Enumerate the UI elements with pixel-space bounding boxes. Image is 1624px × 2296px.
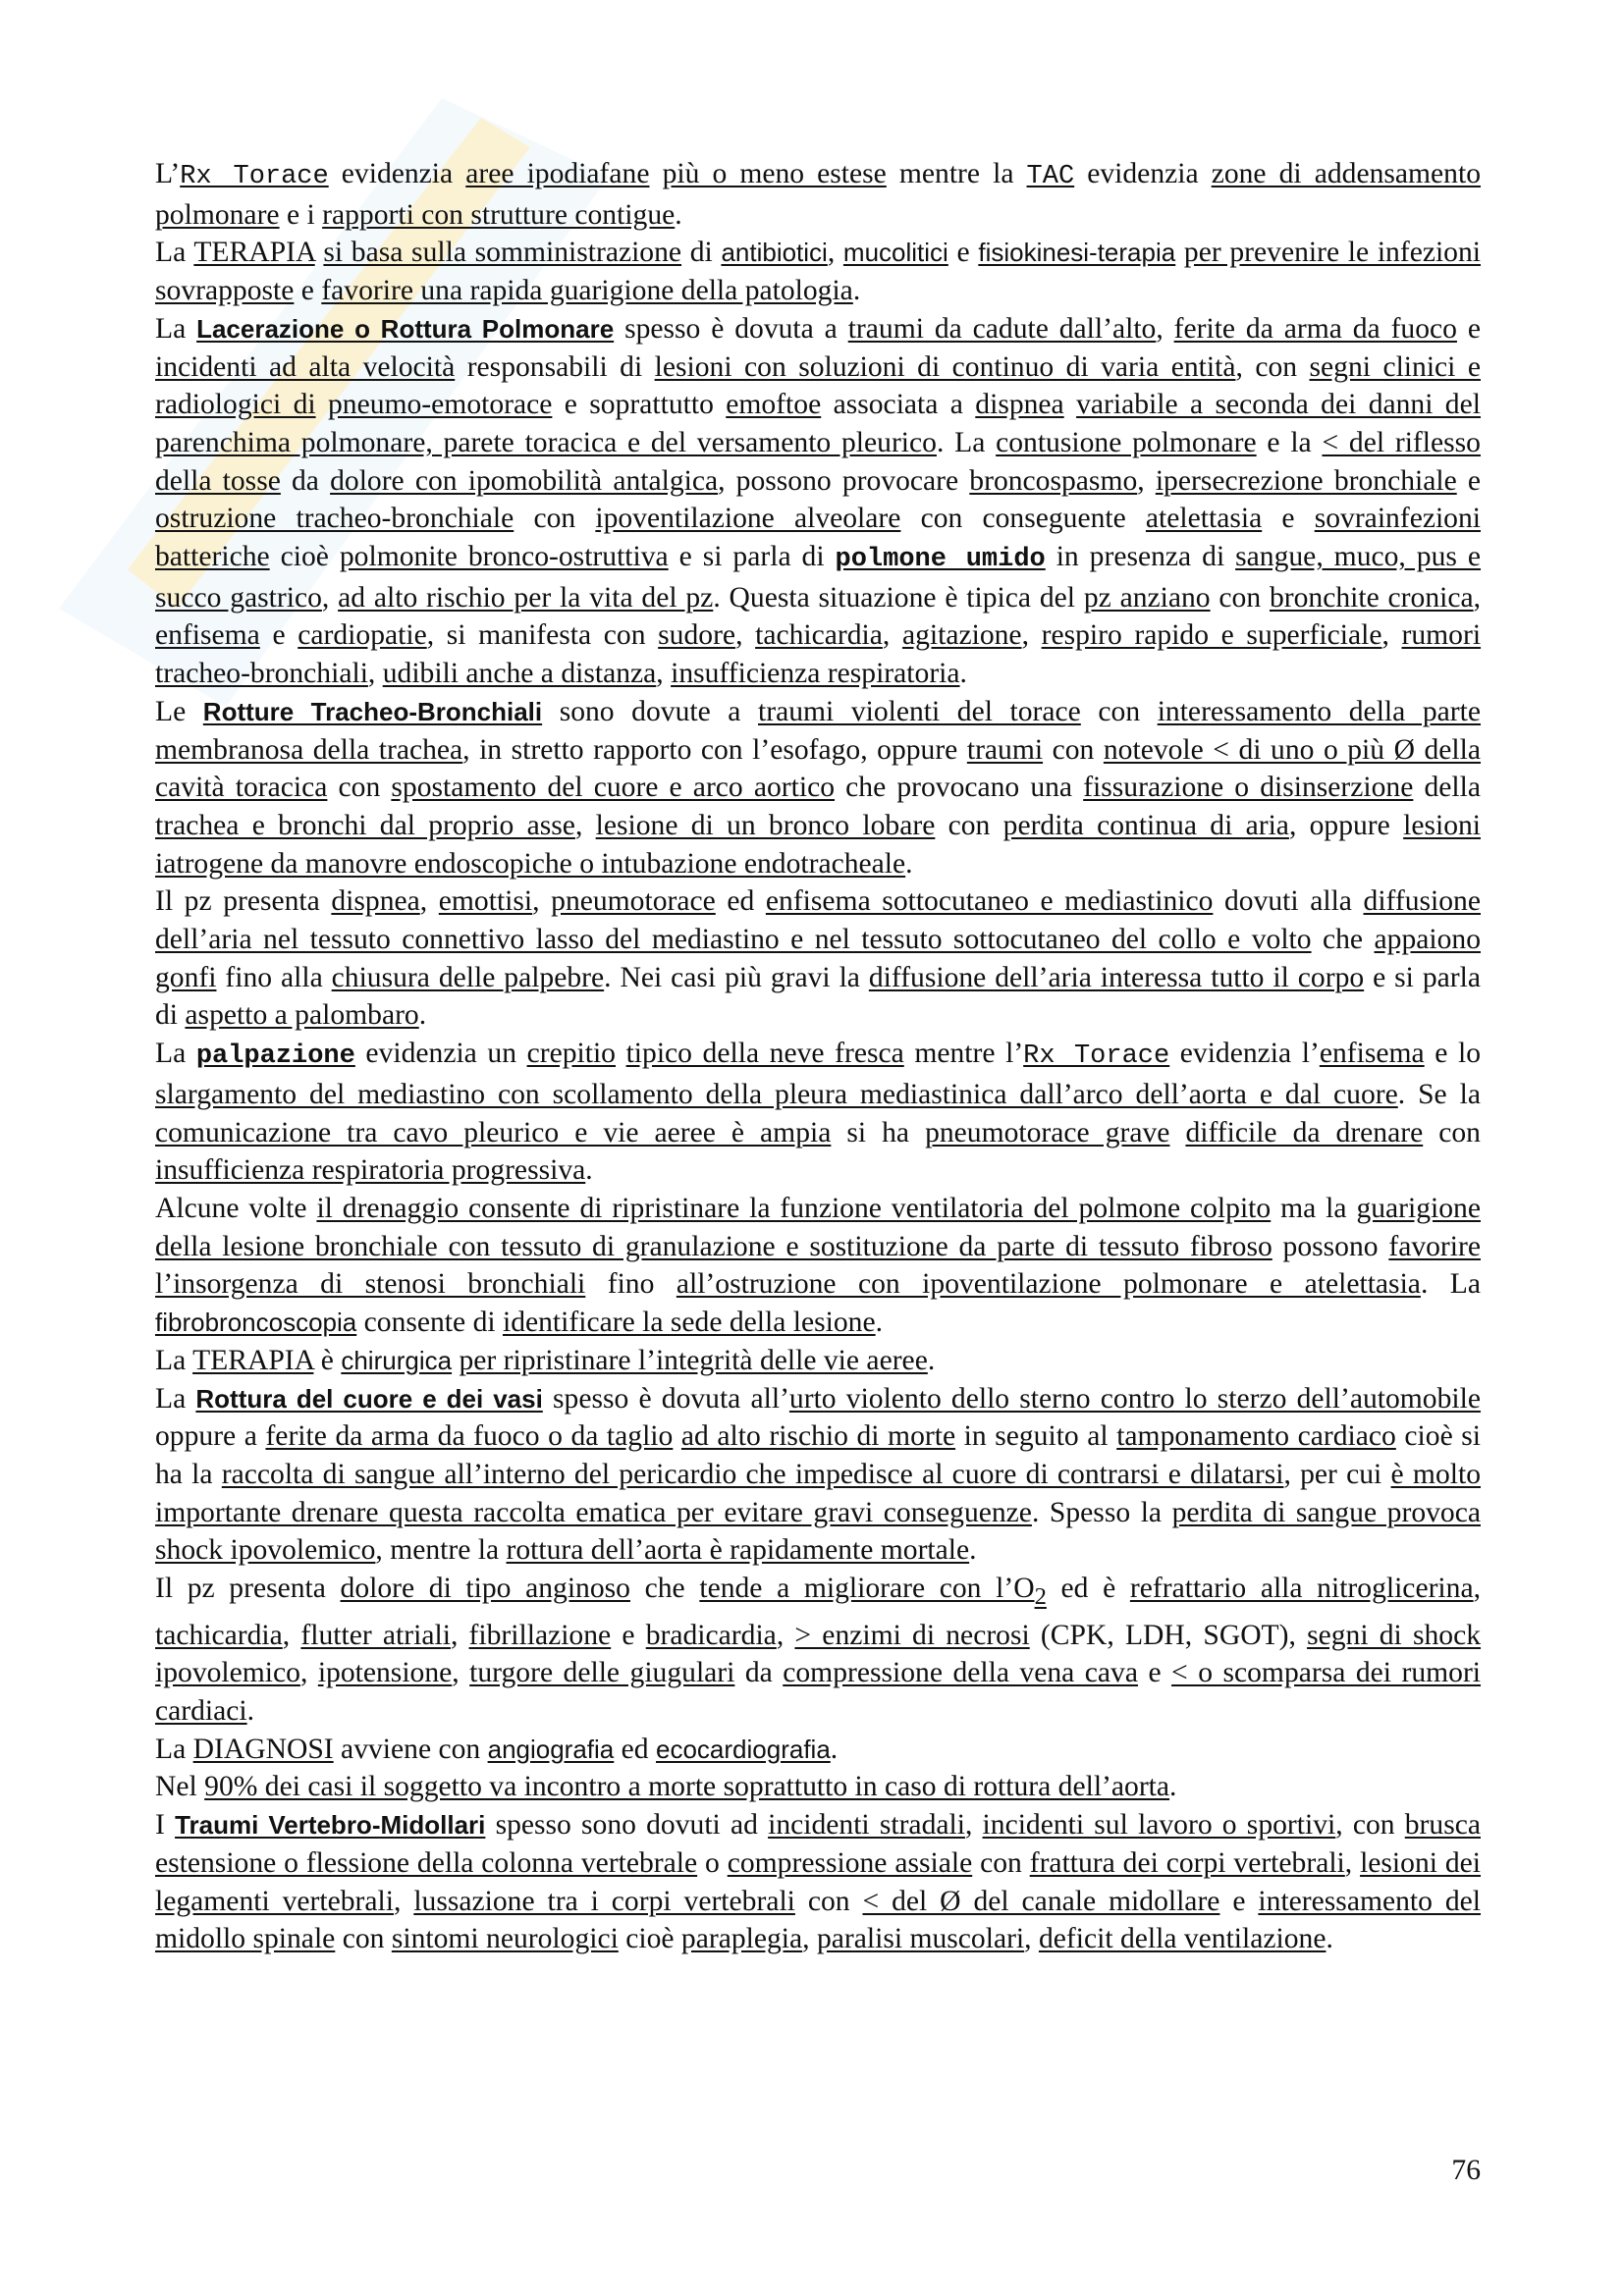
text-run: , con — [1235, 350, 1310, 383]
highlighted-term: atelettasia — [1145, 503, 1263, 535]
highlighted-term: respiro rapido e superficiale — [1041, 619, 1382, 652]
text-run: con — [1043, 733, 1104, 766]
highlighted-term: pneumo-emotorace — [327, 389, 553, 421]
text-run — [316, 389, 328, 420]
text-run: , — [656, 658, 672, 690]
text-run: cioè si ha la — [155, 1420, 1482, 1490]
highlighted-term: tachicardia — [755, 619, 883, 652]
text-run: evidenzia l’ — [1169, 1038, 1320, 1070]
text-run: con — [1210, 581, 1270, 614]
text-run: . — [1169, 1771, 1177, 1803]
highlighted-term: paralisi muscolari — [816, 1923, 1025, 1955]
text-run: , — [299, 1657, 318, 1689]
text-run: , — [802, 1923, 817, 1955]
text-run: . — [959, 658, 967, 690]
highlighted-term: Rx Torace — [180, 162, 329, 191]
highlighted-term: sovrainfezioni batteriche — [155, 503, 1482, 573]
text-run — [673, 1420, 681, 1452]
text-run: di — [681, 237, 722, 269]
text-run: oppure a — [155, 1420, 266, 1453]
highlighted-term: pz anziano — [1083, 581, 1211, 614]
text-run: . Nei casi più gravi la — [604, 961, 869, 993]
text-run: La — [155, 312, 197, 345]
highlighted-term: sintomi neurologici — [391, 1923, 619, 1955]
highlighted-term: all’ostruzione con ipoventilazione polmonare e atelettasia — [676, 1268, 1421, 1301]
heading-term: Rottura del cuore e dei vasi — [195, 1383, 543, 1414]
text-run: mentre la — [886, 158, 1027, 189]
highlighted-term: < del riflesso della tosse — [155, 426, 1481, 497]
text-run — [1175, 237, 1184, 268]
text-run: . — [969, 1534, 977, 1567]
text-run: . — [905, 847, 913, 880]
text-run: e — [1219, 1885, 1259, 1917]
text-run: . — [830, 1733, 839, 1765]
highlighted-term: > enzimi di necrosi — [794, 1619, 1030, 1651]
text-run: La — [155, 1038, 196, 1070]
text-run: . La — [1420, 1268, 1481, 1301]
text-run: . — [1326, 1923, 1333, 1955]
highlighted-term: ostruzione tracheo-bronchiale — [155, 503, 514, 535]
highlighted-term: 90% dei casi il soggetto va incontro a morte soprattutto in caso di rottura dell’aorta — [204, 1771, 1170, 1803]
highlighted-term: si basa sulla somministrazione — [323, 237, 682, 269]
highlighted-term: antibiotici — [721, 238, 828, 268]
highlighted-term: tachicardia — [155, 1619, 283, 1651]
text-run: ma la — [1271, 1192, 1357, 1224]
highlighted-term: ecocardiografia — [656, 1734, 831, 1764]
text-run: , — [882, 619, 902, 652]
highlighted-term: ipotensione — [317, 1657, 453, 1689]
highlighted-term: emoftoe — [726, 389, 822, 421]
highlighted-term: chiusura delle palpebre — [331, 961, 605, 993]
text-run: , — [321, 581, 339, 614]
text-run: possono — [1272, 1230, 1389, 1262]
text-run: con — [794, 1885, 863, 1917]
document-page — [155, 155, 1481, 1958]
text-run: evidenzia — [328, 158, 466, 189]
heading-term: Rotture Tracheo-Bronchiali — [202, 696, 543, 726]
text-run: , — [367, 658, 383, 690]
highlighted-term: cardiopatie — [298, 619, 427, 652]
highlighted-term: paraplegia — [680, 1923, 803, 1955]
highlighted-term: slargamento del mediastino con scollamento della pleura mediastinica dall’arco dell’aorta e dal cuore — [155, 1078, 1398, 1110]
text-run: . — [852, 275, 861, 307]
highlighted-term: insufficienza respiratoria — [671, 658, 960, 690]
highlighted-term: TERAPIA — [193, 237, 315, 269]
highlighted-term: pneumotorace grave — [925, 1116, 1170, 1148]
highlighted-term: dolore con ipomobilità antalgica — [330, 464, 719, 497]
text-run: ed — [614, 1733, 656, 1765]
highlighted-term: ferite da arma da fuoco o da taglio — [265, 1420, 674, 1453]
heading-term: Lacerazione o Rottura Polmonare — [196, 313, 615, 344]
highlighted-term: per ripristinare l’integrità delle vie aeree — [459, 1344, 928, 1376]
text-run: , — [827, 237, 843, 269]
highlighted-term: identificare la sede della lesione — [502, 1307, 876, 1339]
text-run: con — [972, 1846, 1030, 1879]
highlighted-term: appaiono gonfi — [155, 924, 1481, 993]
highlighted-term: urto violento dello sterno contro lo sterzo dell’automobile — [788, 1382, 1481, 1415]
highlighted-term: aree ipodiafane — [465, 158, 650, 189]
text-run: La — [155, 1733, 193, 1765]
paragraph — [155, 234, 1481, 309]
text-run: , — [964, 1809, 983, 1842]
paragraph — [155, 1768, 1481, 1806]
highlighted-term: rumori tracheo-bronchiali — [155, 619, 1482, 690]
page-number: 76 — [1451, 2155, 1481, 2186]
highlighted-term: ferite da arma da fuoco — [1173, 312, 1457, 345]
highlighted-term: lussazione tra i corpi vertebrali — [413, 1885, 795, 1917]
text-run: e lo — [1424, 1038, 1481, 1070]
text-run: evidenzia un — [354, 1038, 527, 1070]
highlighted-term: turgore delle giugulari — [469, 1657, 735, 1689]
text-run: . Spesso la — [1031, 1496, 1172, 1528]
highlighted-term: deficit della ventilazione — [1038, 1923, 1326, 1955]
text-run: che — [629, 1573, 700, 1605]
highlighted-term: difficile da drenare — [1185, 1116, 1424, 1148]
highlighted-term: lesione di un bronco lobare — [595, 809, 936, 841]
paragraph — [155, 155, 1481, 234]
highlighted-term: segni di shock ipovolemico — [155, 1619, 1482, 1689]
text-run: e si parla di — [668, 541, 836, 573]
text-run: dovuti alla — [1213, 885, 1364, 918]
text-run: e la — [1256, 426, 1323, 458]
text-run: . — [418, 999, 427, 1032]
text-run: . — [675, 198, 682, 231]
text-run: spesso sono dovuti ad — [485, 1809, 769, 1842]
text-run: (CPK, LDH, SGOT), — [1029, 1619, 1308, 1651]
text-run: con — [935, 809, 1003, 841]
highlighted-term: comunicazione tra cavo pleurico e vie aeree è ampia — [155, 1116, 832, 1148]
text-run: , mentre la — [375, 1534, 507, 1567]
text-run: , — [574, 809, 596, 841]
text-run: e soprattutto — [552, 389, 727, 421]
text-run: I — [155, 1809, 176, 1842]
text-run: La — [155, 237, 194, 269]
text-run: con — [1423, 1116, 1481, 1148]
highlighted-term: raccolta di sangue all’interno del pericardio che impedisce al cuore di contrarsi e dilatarsi — [221, 1458, 1284, 1490]
paragraph — [155, 1035, 1481, 1190]
highlighted-term: insufficienza respiratoria progressiva — [155, 1154, 586, 1187]
text-run: , oppure — [1288, 809, 1404, 841]
text-run: , possono provocare — [718, 464, 970, 497]
text-run: è — [313, 1344, 342, 1376]
highlighted-term: notevole < di uno o più Ø della cavità toracica — [155, 733, 1481, 804]
text-run: e — [1456, 464, 1482, 497]
text-run: responsabili di — [455, 350, 655, 383]
heading-term: palpazione — [195, 1041, 355, 1072]
highlighted-term: è molto importante drenare questa raccolta ematica per evitare gravi conseguenze — [155, 1458, 1481, 1528]
text-run: che — [1311, 924, 1375, 956]
text-run: in seguito al — [955, 1420, 1117, 1453]
highlighted-term: tipico della neve fresca — [625, 1038, 904, 1070]
text-run: e — [947, 237, 979, 269]
highlighted-term: zone di addensamento polmonare — [155, 158, 1481, 231]
text-run: , — [1156, 312, 1174, 345]
text-run: che provocano una — [835, 772, 1084, 804]
text-run: ed è — [1046, 1573, 1130, 1605]
text-run: da — [734, 1657, 784, 1689]
text-run: con — [335, 1923, 392, 1955]
text-run: evidenzia — [1074, 158, 1212, 189]
text-run: e — [1137, 1657, 1172, 1689]
text-run: . — [246, 1695, 255, 1728]
highlighted-term: incidenti ad alta velocità — [155, 350, 456, 383]
highlighted-term: enfisema sottocutaneo e mediastinico — [765, 885, 1214, 918]
highlighted-term: favorire una rapida guarigione della patologia — [321, 275, 853, 307]
text-run: fino alla — [216, 961, 332, 993]
text-run: . — [927, 1344, 936, 1376]
highlighted-term: traumi — [966, 733, 1044, 766]
text-run: . Questa situazione è tipica del — [713, 581, 1084, 614]
highlighted-term: incidenti stradali — [768, 1809, 965, 1842]
text-run: spesso è dovuta a — [614, 312, 848, 345]
highlighted-term: diffusione dell’aria interessa tutto il corpo — [868, 961, 1365, 993]
text-run: si ha — [831, 1116, 926, 1148]
highlighted-term: broncospasmo — [969, 464, 1138, 497]
highlighted-term: Rx Torace — [1023, 1041, 1170, 1072]
highlighted-term: per prevenire le infezioni sovrapposte — [155, 237, 1481, 307]
highlighted-term: dispnea — [975, 389, 1064, 421]
highlighted-term: bronchite cronica — [1269, 581, 1474, 614]
highlighted-term: enfisema — [1319, 1038, 1425, 1070]
highlighted-term: crepitio — [526, 1038, 616, 1070]
highlighted-term: compressione della vena cava — [783, 1657, 1138, 1689]
text-run: , — [1473, 1573, 1481, 1605]
text-run: , — [452, 1657, 470, 1689]
text-run: e — [259, 619, 298, 652]
text-run: con — [327, 772, 392, 804]
highlighted-term: mucolitici — [842, 238, 948, 268]
paragraph — [155, 1190, 1481, 1342]
highlighted-term: segni clinici e radiologici di — [155, 350, 1481, 421]
text-run: , — [1021, 619, 1042, 652]
highlighted-term: rapporti con strutture contigue — [322, 198, 676, 231]
text-run: , — [282, 1619, 301, 1651]
text-run — [616, 1038, 626, 1069]
text-run: , si manifesta con — [426, 619, 659, 652]
highlighted-term: angiografia — [487, 1734, 615, 1764]
paragraph — [155, 882, 1481, 1035]
paragraph — [155, 310, 1481, 693]
highlighted-term: compressione assiale — [727, 1846, 973, 1879]
text-run: spesso è dovuta all’ — [542, 1382, 789, 1415]
highlighted-term: perdita continua di aria — [1002, 809, 1289, 841]
text-run: , — [1137, 464, 1156, 497]
highlighted-term: fisiokinesi-terapia — [978, 238, 1176, 268]
text-run: mentre l’ — [903, 1038, 1024, 1070]
paragraph — [155, 693, 1481, 883]
highlighted-term: contusione polmonare — [996, 426, 1257, 458]
highlighted-term: traumi violenti del torace — [758, 695, 1081, 727]
paragraph — [155, 1380, 1481, 1571]
text-run: , — [1381, 619, 1402, 652]
highlighted-term: sudore — [658, 619, 736, 652]
highlighted-term: emottisi — [438, 885, 533, 918]
text-run: La — [155, 1382, 196, 1415]
text-run: , — [450, 1619, 469, 1651]
paragraph — [155, 1806, 1481, 1958]
highlighted-term: perdita di sangue provoca shock ipovolemico — [155, 1496, 1481, 1567]
text-run: , per cui — [1283, 1458, 1391, 1490]
highlighted-term: refrattario alla nitroglicerina — [1129, 1573, 1474, 1605]
text-run: cioè — [618, 1923, 681, 1955]
highlighted-term: < o scomparsa dei rumori cardiaci — [155, 1657, 1482, 1728]
highlighted-term: tende a migliorare con l’O — [699, 1573, 1035, 1605]
highlighted-term: ipersecrezione bronchiale — [1155, 464, 1457, 497]
highlighted-term: il drenaggio consente di ripristinare la funzione ventilatoria del polmone colpito — [316, 1192, 1272, 1224]
highlighted-term: aspetto a palombaro — [185, 999, 419, 1032]
text-run: associata a — [821, 389, 976, 421]
highlighted-term: frattura dei corpi vertebrali — [1029, 1846, 1345, 1879]
heading-term: polmone umido — [835, 545, 1046, 575]
text-run: Il pz presenta — [155, 1573, 341, 1605]
text-run: , — [1473, 581, 1482, 614]
highlighted-term: interessamento del midollo spinale — [155, 1885, 1482, 1955]
text-run: e i — [279, 198, 323, 231]
text-run: e — [611, 1619, 646, 1651]
text-run: o — [697, 1846, 728, 1879]
highlighted-term: fibrillazione — [468, 1619, 612, 1651]
highlighted-term: ipoventilazione alveolare — [595, 503, 901, 535]
highlighted-term: interessamento della parte membranosa della trachea — [155, 695, 1481, 766]
highlighted-term: rottura dell’aorta è rapidamente mortale — [506, 1534, 970, 1567]
highlighted-term: traumi da cadute dall’alto — [847, 312, 1157, 345]
text-run: La — [155, 1344, 193, 1376]
text-run: da — [280, 464, 331, 497]
text-run: con — [1080, 695, 1158, 727]
text-run: , — [1344, 1846, 1361, 1879]
highlighted-term: lesioni con soluzioni di continuo di varia entità — [654, 350, 1236, 383]
text-run: , — [419, 885, 439, 918]
text-run: con — [514, 503, 596, 535]
highlighted-term: incidenti sul lavoro o sportivi — [982, 1809, 1336, 1842]
text-run: sono dovute a — [542, 695, 758, 727]
highlighted-term: agitazione — [901, 619, 1022, 652]
text-run: , in stretto rapporto con l’esofago, oppure — [462, 733, 967, 766]
text-run: . Se la — [1397, 1078, 1481, 1110]
highlighted-term: enfisema — [155, 619, 260, 652]
highlighted-term: ad alto rischio di morte — [680, 1420, 956, 1453]
text-run: ed — [715, 885, 766, 918]
text-run: avviene con — [333, 1733, 488, 1765]
highlighted-term: spostamento del cuore e arco aortico — [391, 772, 836, 804]
text-run: e si parla di — [155, 961, 1481, 1032]
highlighted-term: fissurazione o disinserzione — [1083, 772, 1414, 804]
text-run: , — [393, 1885, 414, 1917]
text-run: e — [1456, 312, 1481, 345]
highlighted-term: lesioni iatrogene da manovre endoscopiche o intubazione endotracheale — [155, 809, 1482, 880]
highlighted-term: tamponamento cardiaco — [1116, 1420, 1396, 1453]
heading-term: Traumi Vertebro-Midollari — [175, 1810, 486, 1841]
text-run: e — [294, 275, 322, 307]
highlighted-term: DIAGNOSI — [192, 1733, 334, 1765]
text-run: Il pz presenta — [155, 885, 332, 918]
text-run: , — [532, 885, 552, 918]
text-run: L’ — [155, 158, 181, 189]
text-run: e — [1262, 503, 1315, 535]
paragraph — [155, 1342, 1481, 1380]
text-run: cioè — [269, 541, 340, 573]
highlighted-term: fibrobroncoscopia — [155, 1308, 357, 1338]
highlighted-term: variabile a seconda dei danni del parenchima polmonare, parete toracica e del versamento pleurico — [155, 389, 1481, 458]
text-run: , con — [1335, 1809, 1405, 1842]
text-run — [1064, 389, 1076, 420]
highlighted-term: diffusione dell’aria nel tessuto connettivo lasso del mediastino e nel tessuto sottocutaneo del collo e volto — [155, 885, 1481, 956]
text-run — [649, 158, 662, 189]
highlighted-term: guarigione della lesione bronchiale con tessuto di granulazione e sostituzione da parte di tessuto fibroso — [155, 1192, 1481, 1262]
highlighted-term: chirurgica — [341, 1345, 453, 1375]
text-run: , — [735, 619, 756, 652]
highlighted-term: favorire l’insorgenza di stenosi bronchiali — [155, 1230, 1481, 1301]
text-run: . — [585, 1154, 593, 1187]
highlighted-term: dolore di tipo anginoso — [340, 1573, 630, 1605]
heading-term: 2 — [1034, 1582, 1047, 1610]
highlighted-term: bradicardia — [645, 1619, 777, 1651]
highlighted-term: pneumotorace — [551, 885, 716, 918]
highlighted-term: polmonite bronco-ostruttiva — [339, 541, 669, 573]
highlighted-term: lesioni dei legamenti vertebrali — [155, 1846, 1482, 1917]
text-run: in presenza di — [1045, 541, 1236, 573]
highlighted-term: < del Ø del canale midollare — [862, 1885, 1220, 1917]
paragraph — [155, 1570, 1481, 1731]
highlighted-term: trachea e bronchi dal proprio asse — [155, 809, 575, 841]
text-run: . — [875, 1307, 883, 1339]
text-run: con conseguente — [900, 503, 1146, 535]
highlighted-term: udibili anche a distanza — [382, 658, 657, 690]
text-run: Nel — [155, 1771, 205, 1803]
text-run: . La — [936, 426, 997, 458]
text-run: Alcune volte — [155, 1192, 317, 1224]
text-run — [1169, 1117, 1185, 1148]
text-run: Le — [155, 695, 203, 727]
highlighted-term: più o meno estese — [662, 158, 887, 189]
paragraph — [155, 1731, 1481, 1769]
highlighted-term: flutter atriali — [300, 1619, 451, 1651]
text-run: della — [1413, 772, 1481, 804]
highlighted-term: sangue, muco, pus e succo gastrico — [155, 541, 1481, 614]
highlighted-term: TERAPIA — [192, 1344, 314, 1376]
text-run: , — [1024, 1923, 1039, 1955]
highlighted-term: dispnea — [331, 885, 420, 918]
highlighted-term: TAC — [1026, 162, 1075, 191]
highlighted-term: brusca estensione o flessione della colonna vertebrale — [155, 1809, 1481, 1879]
highlighted-term: ad alto rischio per la vita del pz — [338, 581, 714, 614]
text-run: , — [776, 1619, 795, 1651]
text-run: fino — [585, 1268, 677, 1301]
text-run: consente di — [356, 1307, 503, 1339]
